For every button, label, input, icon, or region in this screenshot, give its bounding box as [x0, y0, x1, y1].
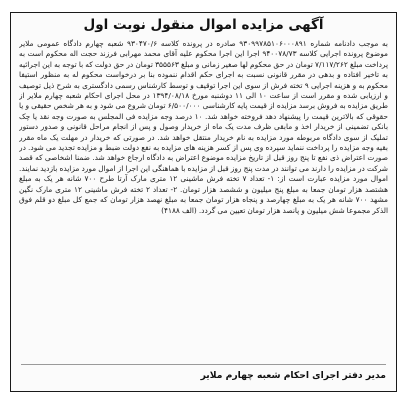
notice-signature: مدیر دفتر اجرای احکام شعبه چهارم ملایر: [200, 370, 386, 381]
auction-notice-box: [10, 12, 397, 392]
signature-divider: [21, 364, 386, 365]
notice-body: [19, 39, 388, 359]
notice-title: آگهی مزایده اموال منقول نوبت اول: [83, 17, 324, 33]
notice-paragraph: به موجب دادنامه شماره ۹۳۰۹۹۷۸۵۱۰۶۰۰۰۸۹۱ صادره در پرونده کلاسه ۹۳۰۴۷۰/۶ شعبه چهارم دادگاه عمومی ملایر موضوع پرونده اجرایی کلاسه ۹۴۰۰۷۸/۷۳ اجرا این اجرا محکوم علیه آقای محمد مهرابی فرزند حجت اله محکوم است به پرداخت مبلغ ۷/۱۱۷/۲۶۲ تومان در حق محکوم لها صغیر زمانی و مبلغ ۳۵۵۵۶۳ تومان در حق دولت که با توجه به این اجرائیه به تاخیر افتاده و بدهی در مقرر قانونی نسبت به اجرای حکم اقدام ننموده بنا بر درخواست محکوم له به منظور استیفا محکوم به و هزینه اجرایی ۹ تخته فرش از سوی این اجرا توقیف و توسط کارشناس رسمی دادگستری به شرح ذیل توصیف و ارزیابی شده و مقرر است از ساعت ۱۰ الی ۱۱ دوشنبه مورخ ۱۳۹۴/۰۸/۱۸ در محل اجرای احکام شعبه چهارم ملایر از طریق مزایده به فروش برسد مزایده از قیمت پایه کارشناسی ۶/۵۰۰/۰۰۰ تومان شروع می شود و به هر شخص حقیقی و یا حقوقی که بالاترین قیمت را پیشنهاد دهد فروخته خواهد شد. ۱۰ درصد وجه مزایده فی المجلس به صورت وجه نقد یا چک بانکی تضمینی از خریدار اخذ و مابقی ظرف مدت یک ماه از خریدار وصول و پس از انجام مراحل قانونی و صدور دستور تملیک از سوی دادگاه مربوطه مورد مزایده به نام خریدار منتقل خواهد شد. در صورتی که خریدار در مهلت یک ماه مقرر بقیه وجه مزایده را پرداخت ننماید سپرده وی پس از کسر هزینه های مزایده به نفع دولت ضبط و مزایده تجدید می شود. در صورت اعتراض ذی نفع تا پنج روز قبل از تاریخ مزایده موضوع اعتراض به دادگاه ارجاع خواهد شد. ضمنا اشخاصی که قصد شرکت در مزایده را دارند می توانند در مدت پنج روز قبل از مزایده با هماهنگی این اجرا از اموال مورد مزایده بازدید نمایند. اموال مورد مزایده عبارت است از: ۱- تعداد ۷ تخته فرش ماشینی ۱۲ متری مارک آرتا طرح ۷۰۰ شانه هر یک به مبلغ هشتصد هزار تومان جمعا به مبلغ پنج میلیون و ششصد هزار تومان. ۲- تعداد ۲ تخته فرش ماشینی ۱۲ متری مارک نگین مشهد ۷۰۰ شانه هر یک به مبلغ چهارصد و پنجاه هزار تومان جمعا به مبلغ نهصد هزار تومان که جمع کل مبلغ دو قلم فوق الذکر مجموعا شش میلیون و پانصد هزار تومان تعیین می گردد. (الف ۴۱۸۸): [19, 39, 388, 215]
